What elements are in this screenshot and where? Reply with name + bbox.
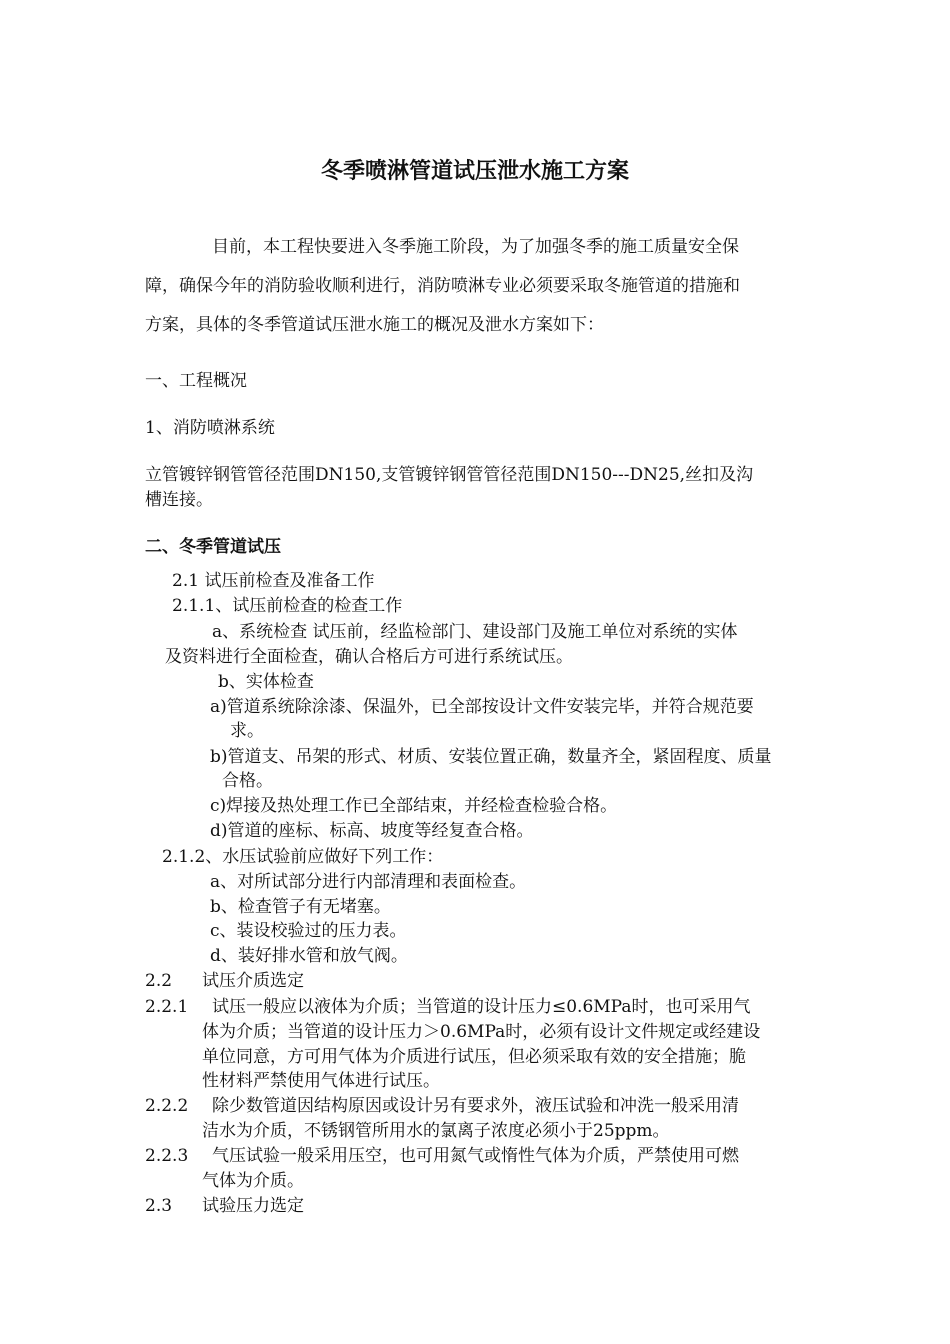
prep-item-d: d、装好排水管和放气阀。 bbox=[210, 946, 408, 966]
item-2-2-2-line-1: 除少数管道因结构原因或设计另有要求外，液压试验和冲洗一般采用清 bbox=[212, 1096, 739, 1116]
item-2-2-3-line-2: 气体为介质。 bbox=[202, 1171, 304, 1191]
item-2-2-number: 2.2 bbox=[145, 971, 173, 991]
item-2-1-1: 2.1.1、试压前检查的检查工作 bbox=[172, 596, 403, 616]
item-2-2-1-line-3: 单位同意，方可用气体为介质进行试压，但必须采取有效的安全措施；脆 bbox=[202, 1047, 746, 1067]
prep-item-a: a、对所试部分进行内部清理和表面检查。 bbox=[210, 872, 527, 892]
item-2-2-2-line-2: 洁水为介质，不锈钢管所用水的氯离子浓度必须小于25ppm。 bbox=[202, 1121, 670, 1141]
item-2-2-1-number: 2.2.1 bbox=[145, 997, 189, 1017]
item-2-2-2-number: 2.2.2 bbox=[145, 1096, 189, 1116]
entity-check-c: c)焊接及热处理工作已全部结束，并经检查检验合格。 bbox=[210, 796, 618, 816]
prep-item-c: c、装设校验过的压力表。 bbox=[210, 921, 407, 941]
item-2-2-1-line-4: 性材料严禁使用气体进行试压。 bbox=[202, 1071, 440, 1091]
document-title: 冬季喷淋管道试压泄水施工方案 bbox=[320, 159, 629, 184]
entity-check-d: d)管道的座标、标高、坡度等经复查合格。 bbox=[210, 821, 534, 841]
sprinkler-line-2: 槽连接。 bbox=[145, 490, 213, 510]
item-2-3-number: 2.3 bbox=[145, 1196, 173, 1216]
entity-check-a-line-2: 求。 bbox=[230, 721, 264, 741]
entity-check-b-line-2: 合格。 bbox=[222, 771, 273, 791]
item-2-2-1-line-2: 体为介质；当管道的设计压力＞0.6MPa时，必须有设计文件规定或经建设 bbox=[202, 1022, 761, 1042]
section-heading-project-overview: 一、工程概况 bbox=[145, 371, 247, 391]
item-2-2-3-line-1: 气压试验一般采用压空，也可用氮气或惰性气体为介质，严禁使用可燃 bbox=[212, 1146, 739, 1166]
item-2-1-2: 2.1.2、水压试验前应做好下列工作： bbox=[162, 847, 444, 867]
section-heading-winter-pressure-test: 二、冬季管道试压 bbox=[145, 537, 281, 557]
item-2-1: 2.1 试压前检查及准备工作 bbox=[172, 571, 375, 591]
system-check-line-2: 及资料进行全面检查，确认合格后方可进行系统试压。 bbox=[165, 647, 573, 667]
intro-line-2: 障，确保今年的消防验收顺利进行，消防喷淋专业必须要采取冬施管道的措施和 bbox=[145, 276, 740, 296]
entity-check-heading: b、实体检查 bbox=[218, 672, 314, 692]
intro-line-1: 目前，本工程快要进入冬季施工阶段，为了加强冬季的施工质量安全保 bbox=[212, 237, 739, 257]
prep-item-b: b、检查管子有无堵塞。 bbox=[210, 897, 391, 917]
entity-check-a-line-1: a)管道系统除涂漆、保温外，已全部按设计文件安装完毕，并符合规范要 bbox=[210, 697, 754, 717]
item-2-3-text: 试验压力选定 bbox=[202, 1196, 304, 1216]
item-2-2-text: 试压介质选定 bbox=[202, 971, 304, 991]
subsection-heading-sprinkler-system: 1、消防喷淋系统 bbox=[145, 418, 275, 438]
system-check-line-1: a、系统检查 试压前，经监检部门、建设部门及施工单位对系统的实体 bbox=[212, 622, 738, 642]
sprinkler-line-1: 立管镀锌钢管管径范围DN150,支管镀锌钢管管径范围DN150---DN25,丝扣及沟 bbox=[145, 465, 754, 485]
item-2-2-3-number: 2.2.3 bbox=[145, 1146, 189, 1166]
intro-line-3: 方案，具体的冬季管道试压泄水施工的概况及泄水方案如下： bbox=[145, 315, 604, 335]
item-2-2-1-line-1: 试压一般应以液体为介质；当管道的设计压力≤0.6MPa时，也可采用气 bbox=[212, 997, 751, 1017]
entity-check-b-line-1: b)管道支、吊架的形式、材质、安装位置正确，数量齐全，紧固程度、质量 bbox=[210, 747, 772, 767]
